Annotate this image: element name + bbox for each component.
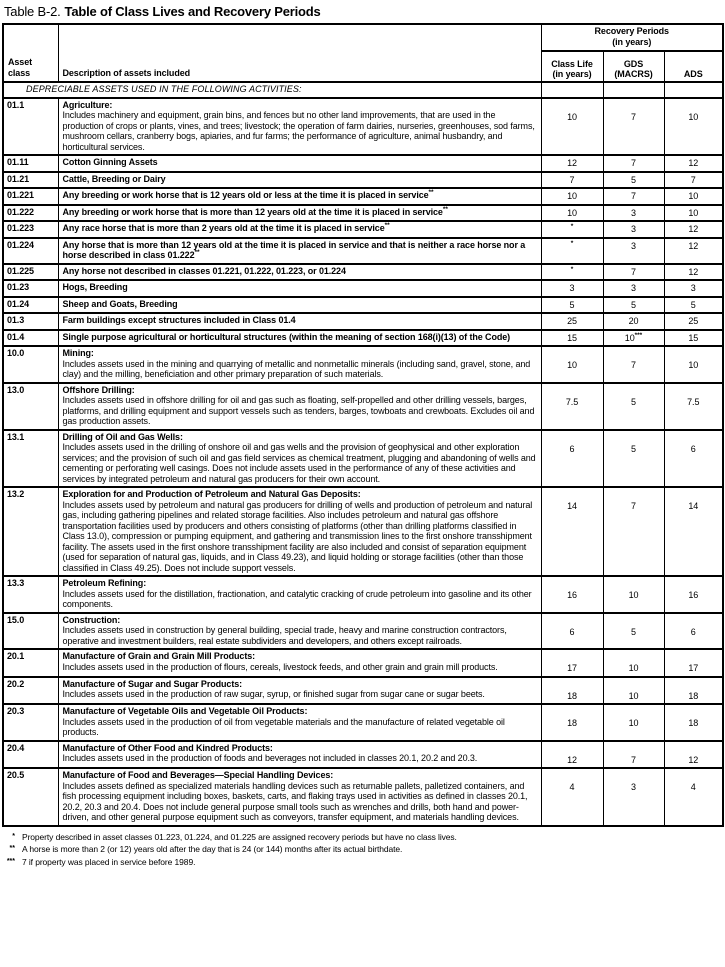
gds-cell: 10*** xyxy=(603,330,664,347)
description-header: Description of assets included xyxy=(58,24,541,82)
class-life-cell: 15 xyxy=(541,330,603,347)
class-life-cell: 5 xyxy=(541,297,603,314)
class-life-cell: * xyxy=(541,221,603,238)
asset-class-cell: 20.5 xyxy=(3,768,58,826)
section-header-row xyxy=(3,82,723,98)
ads-cell: 10 xyxy=(664,98,723,156)
table-row xyxy=(3,487,723,576)
gds-cell: 7 xyxy=(603,264,664,281)
recovery-periods-line2: (in years) xyxy=(612,37,652,47)
asset-class-cell: 01.221 xyxy=(3,188,58,205)
row-title: Any race horse that is more than 2 years old at the time it is placed in service** xyxy=(62,222,390,233)
class-life-cell: 10 xyxy=(541,188,603,205)
page-title xyxy=(4,4,723,19)
class-life-cell: 18 xyxy=(541,677,603,705)
row-title: Petroleum Refining: xyxy=(62,578,147,588)
ads-cell: 12 xyxy=(664,155,723,172)
asset-class-cell: 15.0 xyxy=(3,613,58,650)
row-title: Any breeding or work horse that is 12 years old or less at the time it is placed in service** xyxy=(62,189,434,200)
class-life-cell: 10 xyxy=(541,205,603,222)
ads-cell: 12 xyxy=(664,741,723,769)
row-description: Includes assets used in construction by general building, special trade, heavy and marine construction contractors, operative and investment builders, real estate subdividers and developers, and others except railroads. xyxy=(62,625,507,646)
table-row xyxy=(3,383,723,430)
row-title: Offshore Drilling: xyxy=(62,384,135,395)
row-title: Construction: xyxy=(62,614,121,625)
class-life-cell: 7 xyxy=(541,172,603,189)
row-description: Includes assets used in the drilling of onshore oil and gas wells and the provision of geophysical and other exploration services; and the provision of such oil and gas field services as chemical treatment, plugging and abandoning of wells and cementing or perforating well casings. Does not include assets used in the performance of any of these activities and services by integrated petroleum and natural gas producers for their own account. xyxy=(62,442,536,484)
ads-cell: 10 xyxy=(664,346,723,383)
row-title: Single purpose agricultural or horticultural structures (within the meaning of section 168(i)(13) of the Code) xyxy=(62,331,511,342)
class-life-cell: 10 xyxy=(541,98,603,156)
ads-cell: 4 xyxy=(664,768,723,826)
table-row xyxy=(3,264,723,281)
asset-class-cell: 01.223 xyxy=(3,221,58,238)
row-description: Includes assets used in offshore drilling for oil and gas such as floating, self-propelled and other drilling vessels, barges, platforms, and drilling equipment and support vessels such as tenders, barges, towboats and crewboats. Excludes oil and gas production assets. xyxy=(62,395,535,426)
row-description: Includes assets used in the production of oil from vegetable materials and the manufacture of related vegetable oil products. xyxy=(62,716,505,737)
gds-cell: 7 xyxy=(603,98,664,156)
description-cell xyxy=(58,172,541,189)
header-row-1 xyxy=(3,24,723,51)
table-row xyxy=(3,188,723,205)
ads-cell: 7.5 xyxy=(664,383,723,430)
asset-class-cell: 01.1 xyxy=(3,98,58,156)
footnote-text: A horse is more than 2 (or 12) years old after the day that is 24 (or 144) months after its actual birthdate. xyxy=(22,844,403,854)
description-cell xyxy=(58,155,541,172)
row-title: Hogs, Breeding xyxy=(62,282,128,292)
recovery-periods-line1: Recovery Periods xyxy=(594,26,669,36)
gds-cell: 10 xyxy=(603,677,664,705)
asset-class-cell: 01.224 xyxy=(3,238,58,264)
table-row xyxy=(3,576,723,613)
ads-cell: 12 xyxy=(664,221,723,238)
table-row xyxy=(3,677,723,705)
description-cell xyxy=(58,430,541,488)
class-life-cell: 12 xyxy=(541,741,603,769)
asset-class-cell: 13.3 xyxy=(3,576,58,613)
ads-cell: 12 xyxy=(664,238,723,264)
row-description: Includes assets used in the mining and quarrying of metallic and nonmetallic minerals (including sand, gravel, stone, and clay) and the milling, beneficiation and other primary preparation of such materials. xyxy=(62,358,531,379)
table-row xyxy=(3,221,723,238)
footnote-text: Property described in asset classes 01.223, 01.224, and 01.225 are assigned recovery periods but have no class lives. xyxy=(22,831,457,842)
row-title: Cotton Ginning Assets xyxy=(62,157,158,167)
description-cell xyxy=(58,264,541,281)
description-cell xyxy=(58,205,541,222)
footnote xyxy=(2,856,723,869)
table-header xyxy=(3,24,723,98)
gds-cell: 10 xyxy=(603,704,664,741)
footnote xyxy=(2,843,723,856)
description-cell xyxy=(58,487,541,576)
class-life-cell: 25 xyxy=(541,313,603,330)
row-title: Manufacture of Grain and Grain Mill Products: xyxy=(62,651,256,661)
row-description: Includes assets used in the production of foods and beverages not included in classes 20.1, 20.2 and 20.3. xyxy=(62,753,478,763)
description-cell xyxy=(58,768,541,826)
class-life-header: Class Life (in years) xyxy=(541,51,603,82)
row-title: Mining: xyxy=(62,348,94,358)
table-row xyxy=(3,430,723,488)
table-title: Table of Class Lives and Recovery Periods xyxy=(64,4,321,19)
row-title: Agriculture: xyxy=(62,99,113,110)
row-description: Includes assets used by petroleum and natural gas producers for drilling of wells and production of petroleum and natural gas, including gathering pipelines and related storage facilities. Also includes petroleum and natural gas offshore transportation facilities used by producers and others consisting of platforms (other than drilling platforms classified in Class 13.0), compression or pumping equipment, and gathering and transmission lines to the first onshore transshipment facility. The assets used in the first onshore transshipment facility are also included and consist of separation equipment (used for separation of natural gas, liquids, and in Class 49.23), and liquid holding or storage facilities (other than those classified in Class 49.25). Does not include support vessels. xyxy=(62,499,533,573)
row-description: Includes assets used in the production of raw sugar, syrup, or finished sugar from sugar cane or sugar beets. xyxy=(62,689,485,699)
ads-cell: 15 xyxy=(664,330,723,347)
row-description: Includes machinery and equipment, grain bins, and fences but no other land improvements, that are used in the production of crops or plants, vines, and trees; livestock; the operation of farm dairies, nurseries, greenhouses, sod farms, mushroom cellars, cranberry bogs, apiaries, and fur farms; the performance of agriculture, animal husbandry, and horticultural services. xyxy=(62,110,535,152)
table-row xyxy=(3,346,723,383)
table-row xyxy=(3,280,723,297)
row-title: Manufacture of Food and Beverages—Special Handling Devices: xyxy=(62,770,334,780)
asset-class-cell: 01.4 xyxy=(3,330,58,347)
description-cell xyxy=(58,221,541,238)
asset-class-cell: 01.24 xyxy=(3,297,58,314)
table-row xyxy=(3,330,723,347)
gds-cell: 7 xyxy=(603,346,664,383)
asset-class-cell: 01.21 xyxy=(3,172,58,189)
class-life-cell: 18 xyxy=(541,704,603,741)
description-cell xyxy=(58,677,541,705)
asset-class-cell: 01.222 xyxy=(3,205,58,222)
row-title: Manufacture of Vegetable Oils and Vegetable Oil Products: xyxy=(62,706,308,716)
table-body xyxy=(3,98,723,826)
description-cell xyxy=(58,280,541,297)
ads-cell: 18 xyxy=(664,704,723,741)
row-description: Includes assets used in the production of flours, cereals, livestock feeds, and other grain and grain mill products. xyxy=(62,661,498,672)
footnote-marker: *** xyxy=(6,857,15,865)
gds-cell: 7 xyxy=(603,487,664,576)
ads-cell: 10 xyxy=(664,205,723,222)
description-cell xyxy=(58,98,541,156)
footnote-text: 7 if property was placed in service before 1989. xyxy=(22,856,196,867)
asset-class-cell: 01.3 xyxy=(3,313,58,330)
description-cell xyxy=(58,704,541,741)
gds-cell: 5 xyxy=(603,172,664,189)
table-row xyxy=(3,313,723,330)
table-row xyxy=(3,238,723,264)
gds-cell: 5 xyxy=(603,383,664,430)
row-description: Includes assets defined as specialized materials handling devices such as returnable pallets, palletized containers, and fish processing equipment including boxes, baskets, carts, and flaking trays used in activities as defined in classes 20.1, 20.2, 20.3 and 20.4. Does not include general purpose small tools such as wrenches and drills, both hand and power-driven, and other general purpose equipment such as conveyors, transfer equipment, and materials handling devices. xyxy=(62,780,528,822)
gds-cell: 20 xyxy=(603,313,664,330)
asset-class-cell: 10.0 xyxy=(3,346,58,383)
table-row xyxy=(3,172,723,189)
description-cell xyxy=(58,297,541,314)
description-cell xyxy=(58,313,541,330)
class-life-cell: 16 xyxy=(541,576,603,613)
asset-class-cell: 13.2 xyxy=(3,487,58,576)
row-description: Includes assets used for the distillation, fractionation, and catalytic cracking of crude petroleum into gasoline and its other components. xyxy=(62,588,532,609)
row-title: Manufacture of Sugar and Sugar Products: xyxy=(62,678,243,689)
asset-class-cell: 01.11 xyxy=(3,155,58,172)
class-life-cell: 10 xyxy=(541,346,603,383)
description-cell xyxy=(58,649,541,677)
gds-cell: 5 xyxy=(603,297,664,314)
gds-cell: 7 xyxy=(603,741,664,769)
table-row xyxy=(3,297,723,314)
table-row xyxy=(3,768,723,826)
ads-cell: 16 xyxy=(664,576,723,613)
gds-cell: 3 xyxy=(603,280,664,297)
row-title: Cattle, Breeding or Dairy xyxy=(62,173,166,184)
ads-cell: 3 xyxy=(664,280,723,297)
table-row xyxy=(3,649,723,677)
class-life-cell: 7.5 xyxy=(541,383,603,430)
class-life-cell: 3 xyxy=(541,280,603,297)
description-cell xyxy=(58,576,541,613)
gds-cell: 7 xyxy=(603,188,664,205)
ads-cell: 5 xyxy=(664,297,723,314)
class-life-cell: * xyxy=(541,264,603,281)
class-life-cell: 6 xyxy=(541,613,603,650)
asset-class-cell: 20.1 xyxy=(3,649,58,677)
ads-cell: 17 xyxy=(664,649,723,677)
asset-class-header: Asset class xyxy=(3,24,58,82)
ads-cell: 10 xyxy=(664,188,723,205)
row-title: Manufacture of Other Food and Kindred Products: xyxy=(62,742,273,753)
gds-cell: 3 xyxy=(603,768,664,826)
ads-cell: 14 xyxy=(664,487,723,576)
footnote-marker: ** xyxy=(9,845,15,852)
row-title: Farm buildings except structures included in Class 01.4 xyxy=(62,315,296,325)
description-cell xyxy=(58,188,541,205)
class-life-cell: 14 xyxy=(541,487,603,576)
table-row xyxy=(3,613,723,650)
table-row xyxy=(3,741,723,769)
row-title: Any horse not described in classes 01.221, 01.222, 01.223, or 01.224 xyxy=(62,265,346,276)
gds-cell: 7 xyxy=(603,155,664,172)
ads-header: ADS xyxy=(664,51,723,82)
class-lives-table xyxy=(2,23,724,827)
table-row xyxy=(3,205,723,222)
footnote xyxy=(2,831,723,844)
asset-class-cell: 01.225 xyxy=(3,264,58,281)
recovery-periods-header xyxy=(541,24,723,51)
table-row xyxy=(3,155,723,172)
description-cell xyxy=(58,383,541,430)
table-number: Table B-2. xyxy=(4,4,61,19)
description-cell xyxy=(58,238,541,264)
empty-cell xyxy=(603,82,664,98)
footnotes xyxy=(2,831,723,869)
row-title: Any breeding or work horse that is more than 12 years old at the time it is placed in service** xyxy=(62,205,448,217)
gds-cell: 5 xyxy=(603,430,664,488)
empty-cell xyxy=(664,82,723,98)
asset-class-cell: 13.1 xyxy=(3,430,58,488)
row-title: Exploration for and Production of Petroleum and Natural Gas Deposits: xyxy=(62,489,361,499)
asset-class-cell: 13.0 xyxy=(3,383,58,430)
description-cell xyxy=(58,330,541,347)
empty-cell xyxy=(541,82,603,98)
gds-cell: 3 xyxy=(603,205,664,222)
ads-cell: 18 xyxy=(664,677,723,705)
gds-cell: 3 xyxy=(603,221,664,238)
class-life-cell: * xyxy=(541,238,603,264)
row-title: Any horse that is more than 12 years old at the time it is placed in service and that is neither a race horse nor a horse described in class 01.222** xyxy=(62,239,526,260)
class-life-cell: 6 xyxy=(541,430,603,488)
footnote-marker: * xyxy=(12,832,15,840)
description-cell xyxy=(58,613,541,650)
asset-class-cell: 20.3 xyxy=(3,704,58,741)
description-cell xyxy=(58,346,541,383)
ads-cell: 12 xyxy=(664,264,723,281)
class-life-cell: 4 xyxy=(541,768,603,826)
ads-cell: 6 xyxy=(664,430,723,488)
asset-class-cell: 20.4 xyxy=(3,741,58,769)
row-title: Drilling of Oil and Gas Wells: xyxy=(62,431,183,442)
gds-cell: 10 xyxy=(603,649,664,677)
gds-cell: 3 xyxy=(603,238,664,264)
asset-class-cell: 01.23 xyxy=(3,280,58,297)
ads-cell: 6 xyxy=(664,613,723,650)
gds-cell: 10 xyxy=(603,576,664,613)
ads-cell: 7 xyxy=(664,172,723,189)
gds-header: GDS (MACRS) xyxy=(603,51,664,82)
gds-cell: 5 xyxy=(603,613,664,650)
ads-cell: 25 xyxy=(664,313,723,330)
row-title: Sheep and Goats, Breeding xyxy=(62,298,178,309)
asset-class-cell: 20.2 xyxy=(3,677,58,705)
section-header: DEPRECIABLE ASSETS USED IN THE FOLLOWING ACTIVITIES: xyxy=(3,82,541,98)
table-row xyxy=(3,98,723,156)
description-cell xyxy=(58,741,541,769)
class-life-cell: 17 xyxy=(541,649,603,677)
class-life-cell: 12 xyxy=(541,155,603,172)
table-row xyxy=(3,704,723,741)
